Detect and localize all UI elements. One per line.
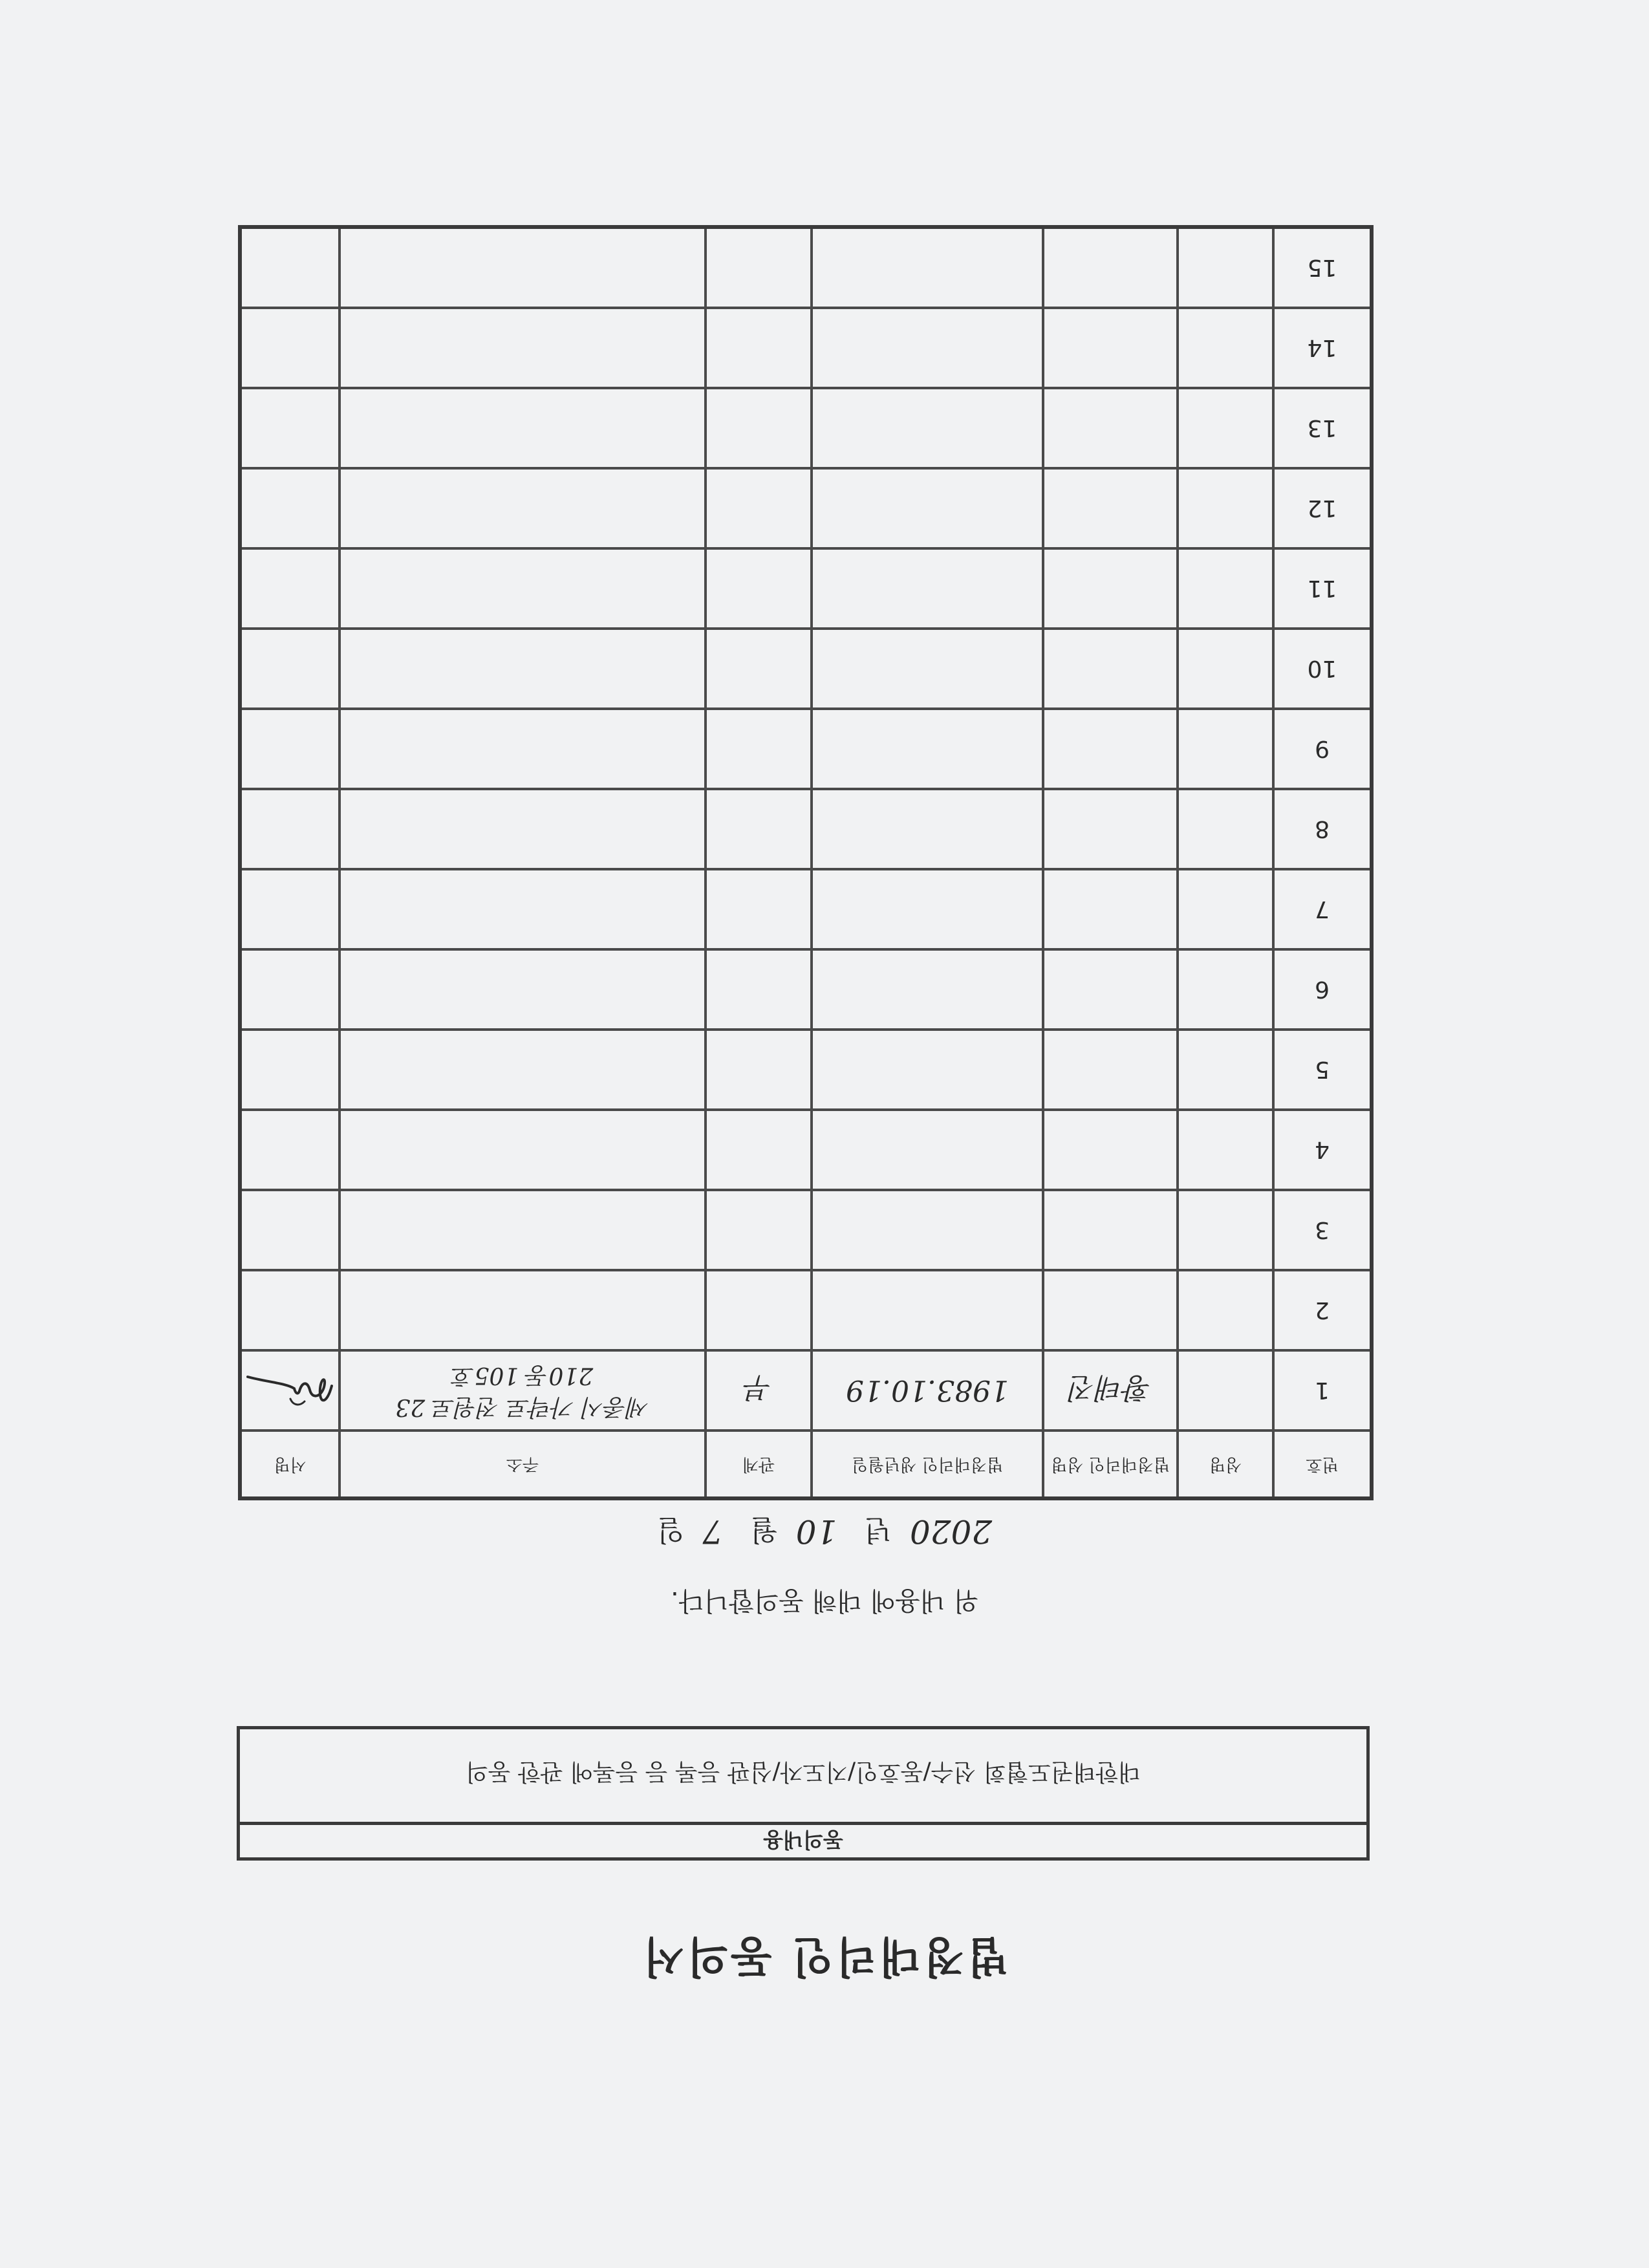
table-row [240, 1030, 1372, 1110]
row-signature [240, 869, 339, 949]
row-name [1178, 629, 1273, 709]
row-guardian-birth [812, 869, 1043, 949]
row-address [339, 227, 706, 308]
row-number: 11 [1273, 548, 1372, 629]
row-name [1178, 388, 1273, 468]
row-relation [706, 388, 812, 468]
row-relation [706, 709, 812, 789]
consent-header: 동의내용 [240, 1822, 1366, 1857]
date-month: 10 [795, 1513, 837, 1550]
row-guardian-name [1043, 548, 1178, 629]
row-name [1178, 1270, 1273, 1350]
row-relation [706, 1030, 812, 1110]
row-name [1178, 949, 1273, 1030]
consent-box [237, 1726, 1370, 1861]
row-signature [240, 949, 339, 1030]
row-name [1178, 869, 1273, 949]
row-name [1178, 709, 1273, 789]
row-address-line1: 세종시 가락로 전원로 23 [395, 1393, 650, 1420]
row-name [1178, 548, 1273, 629]
row-relation [706, 548, 812, 629]
consent-text: 대한태권도협회 선수/동호인/지도자/심판 등록 등 등록에 관한 동의 [466, 1758, 1141, 1786]
table-row [240, 388, 1372, 468]
row-guardian-birth [812, 388, 1043, 468]
consent-statement: 위 내용에 대해 동의합니다. [671, 1586, 978, 1615]
row-number: 12 [1273, 468, 1372, 548]
row-signature [240, 1350, 339, 1431]
row-guardian-birth [812, 468, 1043, 548]
row-guardian-birth [812, 629, 1043, 709]
row-address-line2: 210동 105호 [451, 1362, 594, 1388]
table-row [240, 548, 1372, 629]
row-signature [240, 1190, 339, 1270]
row-number: 3 [1273, 1190, 1372, 1270]
row-relation [706, 308, 812, 388]
row-number: 5 [1273, 1030, 1372, 1110]
row-number: 4 [1273, 1110, 1372, 1190]
row-number: 14 [1273, 308, 1372, 388]
row-guardian-birth [812, 1030, 1043, 1110]
row-address [339, 1030, 706, 1110]
table-row [240, 709, 1372, 789]
guardian-table [238, 225, 1374, 1500]
row-number: 10 [1273, 629, 1372, 709]
row-name [1178, 1190, 1273, 1270]
row-relation [706, 629, 812, 709]
row-number: 13 [1273, 388, 1372, 468]
row-address [339, 1190, 706, 1270]
table-row [240, 1350, 1372, 1431]
header-name: 성명 [1178, 1431, 1273, 1498]
date-day-unit: 일 [656, 1513, 685, 1546]
row-relation [706, 789, 812, 869]
row-relation: 부 [706, 1350, 812, 1431]
row-guardian-birth [812, 1270, 1043, 1350]
row-address [339, 709, 706, 789]
row-relation [706, 1190, 812, 1270]
row-guardian-name: 황태진 [1043, 1350, 1178, 1431]
header-guardian-birth: 법정대리인 생년월일 [812, 1431, 1043, 1498]
row-guardian-birth [812, 1110, 1043, 1190]
row-signature [240, 308, 339, 388]
row-name [1178, 227, 1273, 308]
row-address [339, 869, 706, 949]
table-row [240, 227, 1372, 308]
row-name [1178, 308, 1273, 388]
row-name [1178, 1350, 1273, 1431]
row-guardian-birth [812, 227, 1043, 308]
date-year: 2020 [909, 1513, 993, 1550]
row-guardian-birth [812, 548, 1043, 629]
table-header-row [240, 1431, 1372, 1498]
row-address [339, 789, 706, 869]
date-day: 7 [702, 1513, 724, 1550]
date-line [0, 1512, 1649, 1553]
row-number: 8 [1273, 789, 1372, 869]
row-signature [240, 629, 339, 709]
table-row [240, 308, 1372, 388]
row-relation [706, 468, 812, 548]
row-address [339, 1110, 706, 1190]
row-signature [240, 1270, 339, 1350]
table-row [240, 1110, 1372, 1190]
row-number: 7 [1273, 869, 1372, 949]
row-guardian-name [1043, 388, 1178, 468]
row-relation [706, 1110, 812, 1190]
row-address [339, 548, 706, 629]
row-signature [240, 1030, 339, 1110]
row-guardian-name [1043, 709, 1178, 789]
row-signature [240, 789, 339, 869]
row-guardian-name [1043, 468, 1178, 548]
row-address [339, 308, 706, 388]
row-relation [706, 1270, 812, 1350]
row-guardian-name [1043, 1270, 1178, 1350]
header-guardian-name: 법정대리인 성명 [1043, 1431, 1178, 1498]
row-address [339, 629, 706, 709]
row-guardian-birth [812, 949, 1043, 1030]
row-guardian-name [1043, 1110, 1178, 1190]
header-relation: 관계 [706, 1431, 812, 1498]
row-number: 15 [1273, 227, 1372, 308]
row-relation [706, 869, 812, 949]
table-row [240, 1270, 1372, 1350]
row-address [339, 949, 706, 1030]
row-number: 2 [1273, 1270, 1372, 1350]
row-guardian-name [1043, 629, 1178, 709]
row-guardian-birth [812, 308, 1043, 388]
row-guardian-name [1043, 789, 1178, 869]
header-no: 번호 [1273, 1431, 1372, 1498]
date-month-unit: 월 [750, 1513, 778, 1546]
row-address [339, 388, 706, 468]
row-name [1178, 468, 1273, 548]
table-row [240, 949, 1372, 1030]
row-number: 9 [1273, 709, 1372, 789]
row-address [339, 1270, 706, 1350]
row-signature [240, 1110, 339, 1190]
table-row [240, 629, 1372, 709]
row-number: 6 [1273, 949, 1372, 1030]
row-guardian-name [1043, 308, 1178, 388]
header-signature: 서명 [240, 1431, 339, 1498]
table-row [240, 789, 1372, 869]
header-address: 주소 [339, 1431, 706, 1498]
row-signature [240, 468, 339, 548]
table-row [240, 468, 1372, 548]
row-address [339, 468, 706, 548]
row-relation [706, 949, 812, 1030]
row-name [1178, 1030, 1273, 1110]
row-guardian-name [1043, 227, 1178, 308]
row-number: 1 [1273, 1350, 1372, 1431]
row-signature [240, 227, 339, 308]
row-guardian-name [1043, 1190, 1178, 1270]
row-guardian-birth [812, 789, 1043, 869]
handwritten-signature [241, 1368, 338, 1413]
row-address [339, 1350, 706, 1431]
row-guardian-birth: 1983.10.19 [812, 1350, 1043, 1431]
row-name [1178, 1110, 1273, 1190]
row-guardian-name [1043, 949, 1178, 1030]
row-guardian-name [1043, 1030, 1178, 1110]
row-guardian-name [1043, 869, 1178, 949]
row-signature [240, 548, 339, 629]
row-relation [706, 227, 812, 308]
row-signature [240, 709, 339, 789]
table-row [240, 1190, 1372, 1270]
page-title: 법정대리인 동의서 [640, 1932, 1009, 1982]
table-row [240, 869, 1372, 949]
row-signature [240, 388, 339, 468]
row-guardian-birth [812, 1190, 1043, 1270]
date-year-unit: 년 [864, 1513, 892, 1546]
row-guardian-birth [812, 709, 1043, 789]
row-name [1178, 789, 1273, 869]
